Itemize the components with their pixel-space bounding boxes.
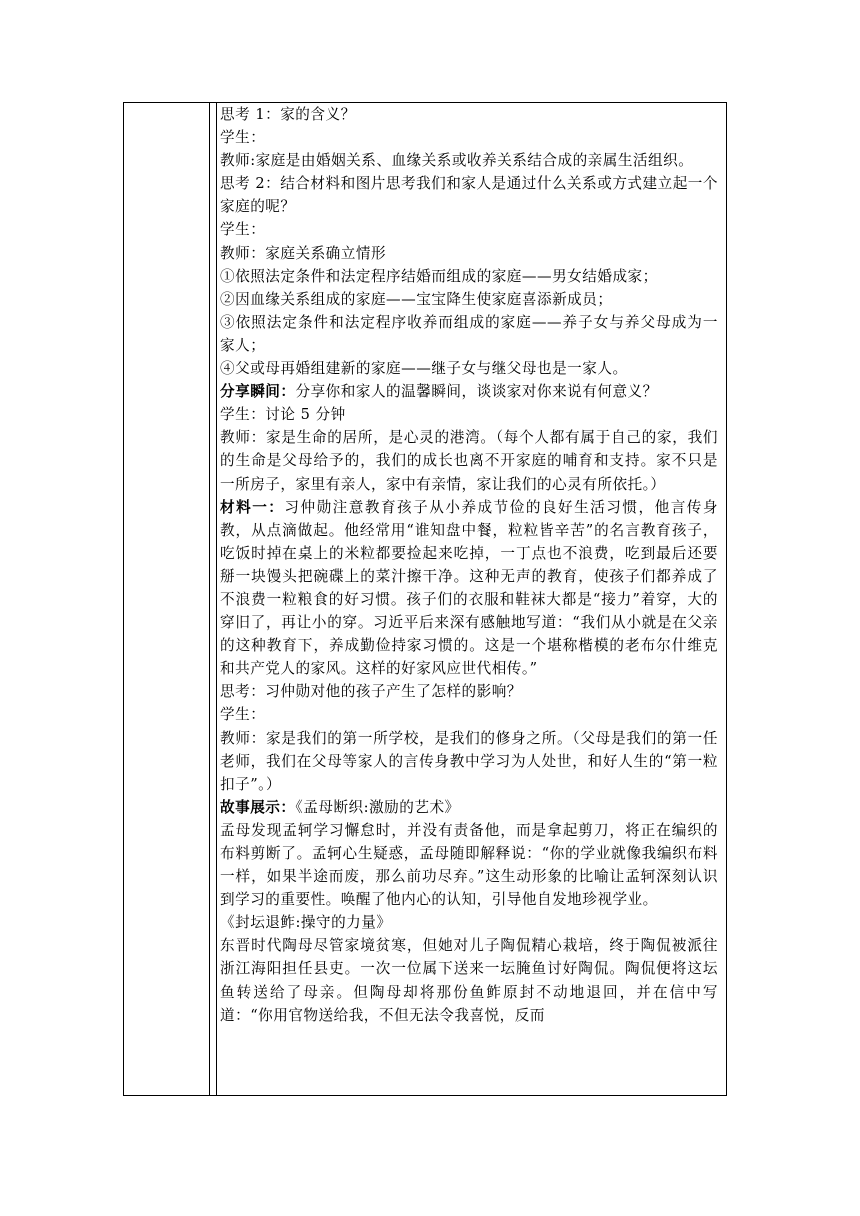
family-type-item: ④父或母再婚组建新的家庭——继子女与继父母也是一家人。 <box>220 360 628 378</box>
student-line: 学生： <box>220 221 266 239</box>
story-title: 《孟母断织:激励的艺术》 <box>295 798 460 816</box>
share-text: 分享你和家人的温馨瞬间，谈谈家对你来说有何意义？ <box>295 383 658 401</box>
question-1: 思考 1：家的含义？ <box>220 106 356 123</box>
family-type-item: ③依照法定条件和法定程序收养而组成的家庭——养子女与养父母成为一家人； <box>220 313 718 354</box>
question-3: 思考：习仲勋对他的孩子产生了怎样的影响？ <box>220 683 522 701</box>
story-label: 故事展示： <box>220 798 296 816</box>
teacher-answer: 教师：家是生命的居所，是心灵的港湾。（每个人都有属于自己的家，我们的生命是父母给予的，我们的成长也离不开家庭的哺育和支持。家不只是一所房子，家里有亲人，家中有亲情，家让我们的心灵有所依托。） <box>220 429 718 493</box>
column-divider <box>216 103 217 1095</box>
story-showcase <box>220 796 718 819</box>
family-type-item: ②因血缘关系组成的家庭——宝宝降生使家庭喜添新成员； <box>220 290 613 308</box>
teacher-answer: 教师：家庭关系确立情形 <box>220 244 387 262</box>
question-2: 思考 2：结合材料和图片思考我们和家人是通过什么关系或方式建立起一个家庭的呢？ <box>220 175 718 216</box>
teacher-answer: 教师：家是我们的第一所学校，是我们的修身之所。（父母是我们的第一任老师，我们在父母等家人的言传身教中学习为人处世，和好人生的“第一粒扣子”。） <box>220 729 718 793</box>
student-line: 学生： <box>220 129 266 147</box>
share-moment <box>220 380 718 403</box>
material-one <box>220 496 718 681</box>
story-text-2: 东晋时代陶母尽管家境贫寒，但她对儿子陶侃精心栽培，终于陶侃被派往浙江海阳担任县吏。一次一位属下送来一坛腌鱼讨好陶侃。陶侃便将这坛鱼转送给了母亲。但陶母却将那份鱼鲊原封不动地退回，并在信中写道：“你用官物送给我，不但无法令我喜悦，反而 <box>220 937 718 1024</box>
share-label: 分享瞬间： <box>220 383 296 401</box>
story-text: 孟母发现孟轲学习懈怠时，并没有责备他，而是拿起剪刀，将正在编织的布料剪断了。孟轲心生疑惑，孟母随即解释说：“你的学业就像我编织布料一样，如果半途而废，那么前功尽弃。”这生动形象的比喻让孟轲深刻认识到学习的重要性。唤醒了他内心的认知，引导他自发地珍视学业。 <box>220 821 718 909</box>
material-text: 习仲勋注意教育孩子从小养成节俭的良好生活习惯，他言传身教，从点滴做起。他经常用“谁知盘中餐，粒粒皆辛苦”的名言教育孩子，吃饭时掉在桌上的米粒都要捡起来吃掉，一丁点也不浪费，吃到最后还要掰一块馒头把碗碟上的菜汁擦干净。这种无声的教育，使孩子们都养成了不浪费一粒粮食的好习惯。孩子们的衣服和鞋袜大都是“接力”着穿，大的穿旧了，再让小的穿。习近平后来深有感触地写道：“我们从小就是在父亲的这种教育下，养成勤俭持家习惯的。这是一个堪称楷模的老布尔什维克和共产党人的家风。这样的好家风应世代相传。” <box>220 498 718 678</box>
student-line: 学生： <box>220 706 266 724</box>
material-label: 材料一： <box>220 498 285 516</box>
column-divider <box>209 103 210 1095</box>
story-title-2: 《封坛退鲊:操守的力量》 <box>220 914 392 932</box>
student-line: 学生：讨论 5 分钟 <box>220 406 346 424</box>
teacher-answer: 教师:家庭是由婚姻关系、血缘关系或收养关系结合成的亲属生活组织。 <box>220 152 694 170</box>
lesson-content-cell <box>220 103 718 1095</box>
family-type-item: ①依照法定条件和法定程序结婚而组成的家庭——男女结婚成家； <box>220 267 658 285</box>
